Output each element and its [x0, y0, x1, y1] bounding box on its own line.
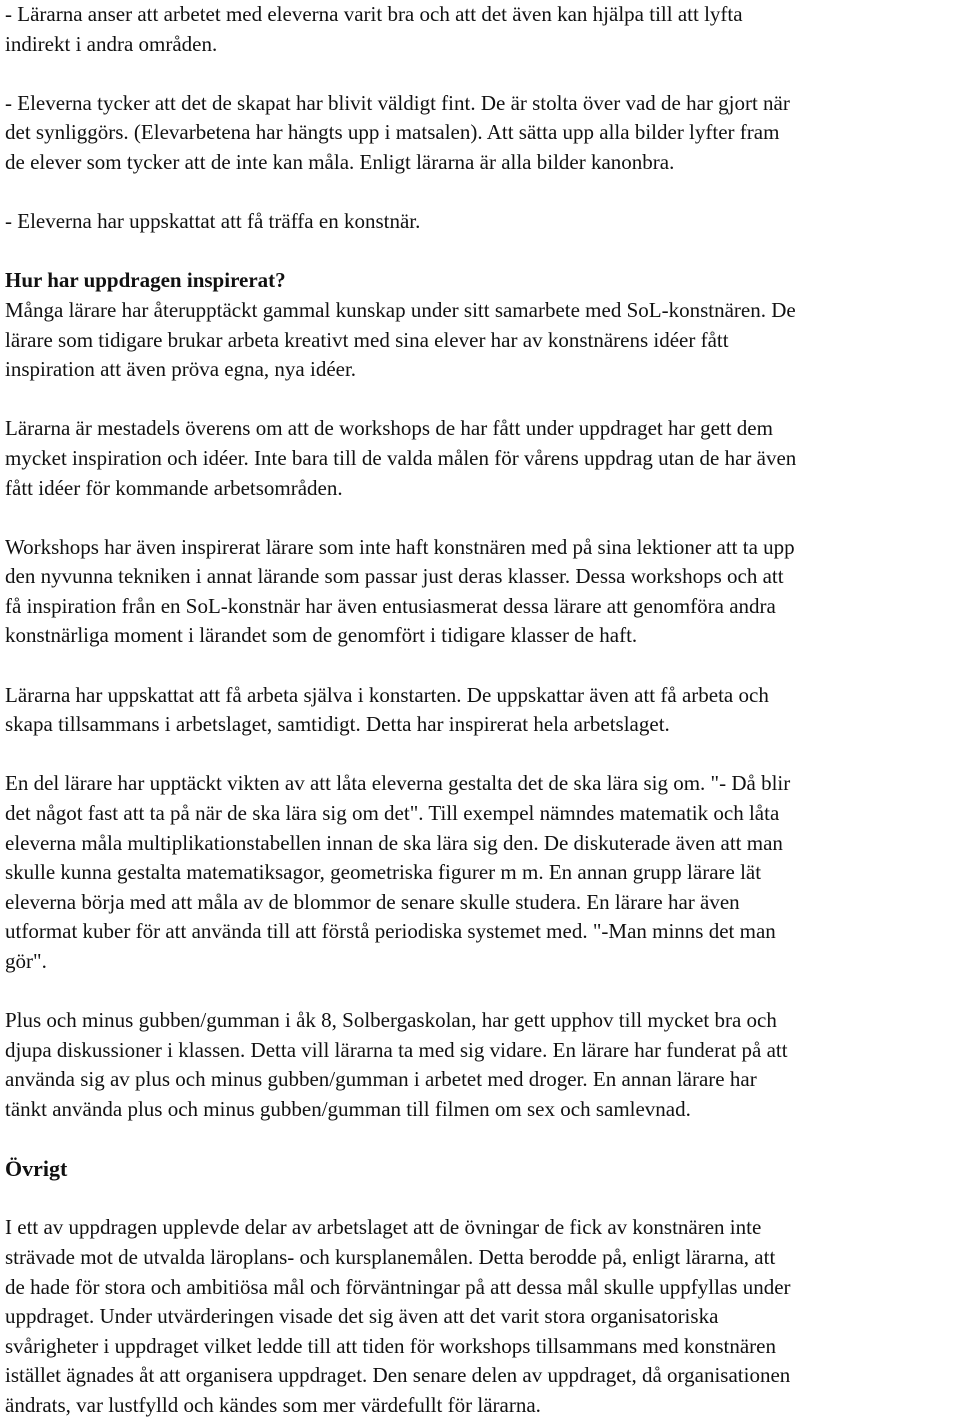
text-line: mycket inspiration och idéer. Inte bara till de valda målen för vårens uppdrag utan de har även	[5, 445, 797, 470]
heading-text: Övrigt	[5, 1156, 68, 1182]
text-line: istället ägnades åt att organisera uppdraget. Den senare delen av uppdraget, då organisationen	[5, 1363, 791, 1388]
text-line: I ett av uppdragen upplevde delar av arbetslaget att de övningar de fick av konstnären inte	[5, 1215, 762, 1240]
text-line: fått idéer för kommande arbetsområden.	[5, 475, 343, 500]
paragraph-2	[5, 414, 955, 503]
text-line: Lärarna är mestadels överens om att de workshops de har fått under uppdraget har gett dem	[5, 416, 773, 441]
text-line: Workshops har även inspirerat lärare som inte haft konstnären med på sina lektioner att ta upp	[5, 534, 795, 559]
inspired-heading	[5, 266, 955, 296]
text-line: konstnärliga moment i lärandet som de genomfört i tidigare klasser de haft.	[5, 623, 638, 648]
text-line: eleverna måla multiplikationstabellen innan de ska lära sig den. De diskuterade även att man	[5, 830, 783, 855]
text-line: Plus och minus gubben/gumman i åk 8, Solbergaskolan, har gett upphov till mycket bra och	[5, 1008, 777, 1033]
intro-paragraph	[5, 0, 955, 59]
text-line: använda sig av plus och minus gubben/gumman i arbetet med droger. En annan lärare har	[5, 1067, 757, 1092]
text-line: den nyvunna tekniken i annat lärande som passar just deras klasser. Dessa workshops och att	[5, 564, 784, 589]
text-line: lärare som tidigare brukar arbeta kreativt med sina elever har av konstnärens idéer fått	[5, 327, 729, 352]
text-line: svårigheter i uppdraget vilket ledde till att tiden för workshops tillsammans med konstnären	[5, 1333, 776, 1358]
text-line: skulle kunna gestalta matematiksagor, geometriska figurer m m. En annan grupp lärare lät	[5, 860, 762, 885]
text-line: inspiration att även pröva egna, nya idéer.	[5, 357, 357, 382]
text-line: En del lärare har upptäckt vikten av att låta eleverna gestalta det de ska lära sig om. "- Då blir	[5, 771, 791, 796]
document-page	[5, 0, 955, 1421]
text-line: - Eleverna tycker att det de skapat har blivit väldigt fint. De är stolta över vad de har gjort när	[5, 90, 790, 115]
heading-text: Hur har uppdragen inspirerat?	[5, 268, 286, 293]
text-line: tänkt använda plus och minus gubben/gumman till filmen om sex och samlevnad.	[5, 1096, 691, 1121]
text-line: de hade för stora och ambitiösa mål och förväntningar på att dessa mål skulle uppfyllas under	[5, 1274, 791, 1299]
text-line: det synliggörs. (Elevarbetena har hängts upp i matsalen). Att sätta upp alla bilder lyfter fram	[5, 120, 780, 145]
paragraph-4	[5, 681, 955, 740]
text-line: utformat kuber för att använda till att förstå periodiska systemet med. "-Man minns det man	[5, 919, 776, 944]
text-line: Lärarna har uppskattat att få arbeta själva i konstarten. De uppskattar även att få arbeta och	[5, 682, 769, 707]
text-line: djupa diskussioner i klassen. Detta vill lärarna ta med sig vidare. En lärare har funderat på att	[5, 1037, 788, 1062]
text-line: eleverna börja med att måla av de blommor de senare skulle studera. En lärare har även	[5, 889, 740, 914]
paragraph-5	[5, 769, 955, 976]
paragraph-3	[5, 533, 955, 651]
text-line: få inspiration från en SoL-konstnär har även entusiasmerat dessa lärare att genomföra andra	[5, 593, 776, 618]
text-line: - Lärarna anser att arbetet med eleverna varit bra och att det även kan hjälpa till att lyfta	[5, 2, 743, 26]
text-line: Många lärare har återupptäckt gammal kunskap under sitt samarbete med SoL-konstnären. De	[5, 297, 796, 322]
text-line: gör".	[5, 949, 47, 973]
text-line: de elever som tycker att de inte kan måla. Enligt lärarna är alla bilder kanonbra.	[5, 149, 675, 174]
paragraph-6	[5, 1006, 955, 1124]
text-line: ändrats, var lustfylld och kändes som mer värdefullt för lärarna.	[5, 1392, 541, 1417]
paragraph-1	[5, 296, 955, 385]
paragraph-7	[5, 1213, 955, 1420]
text-line: strävade mot de utvalda läroplans- och kursplanemålen. Detta berodde på, enligt lärarna, att	[5, 1244, 776, 1269]
text-line: - Eleverna har uppskattat att få träffa en konstnär.	[5, 209, 421, 234]
text-line: uppdraget. Under utvärderingen visade det sig även att det varit stora organisatoriska	[5, 1304, 719, 1329]
text-line: indirekt i andra områden.	[5, 31, 218, 56]
text-line: skapa tillsammans i arbetslaget, samtidigt. Detta har inspirerat hela arbetslaget.	[5, 712, 670, 737]
text-line: det något fast att ta på när de ska lära sig om det". Till exempel nämndes matematik och låta	[5, 801, 780, 826]
other-heading	[5, 1154, 955, 1184]
pupils-paragraph	[5, 89, 955, 178]
artist-paragraph	[5, 207, 955, 237]
